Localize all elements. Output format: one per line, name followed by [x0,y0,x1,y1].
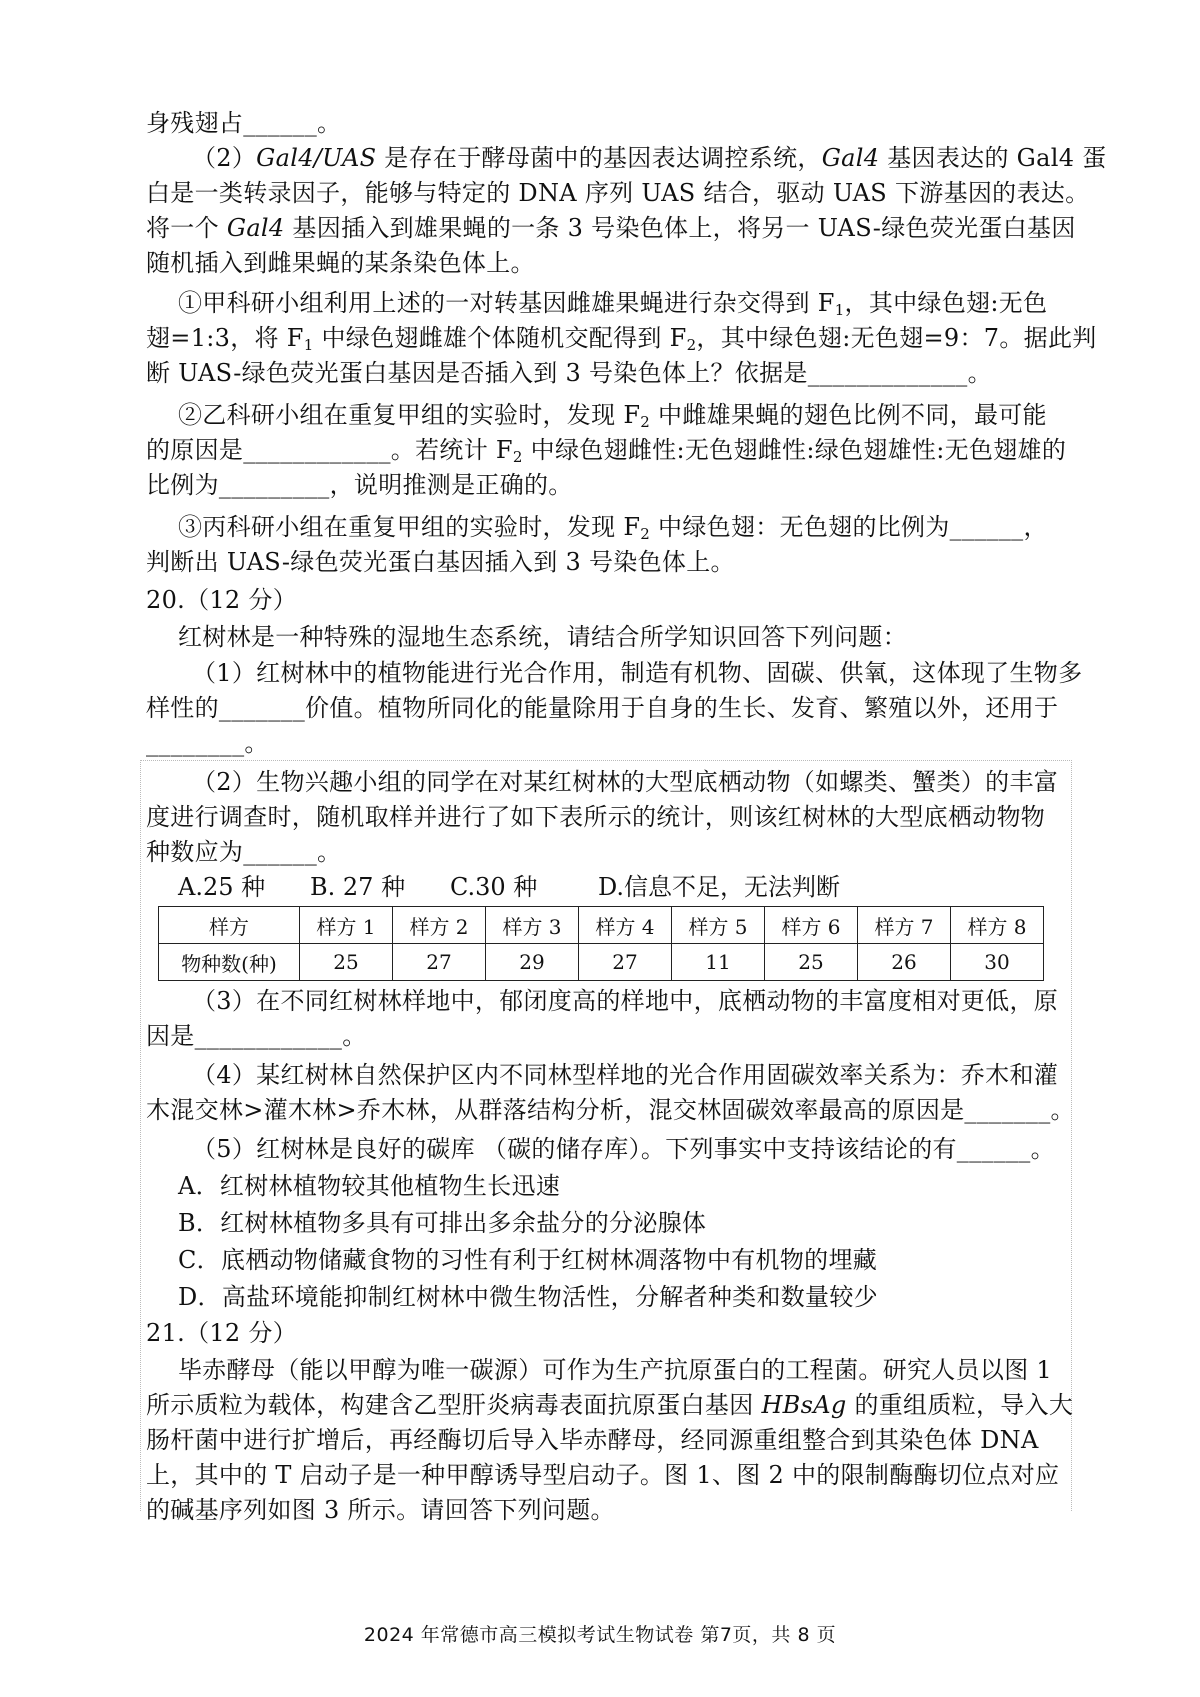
text-line: （2）Gal4/UAS 是存在于酵母菌中的基因表达调控系统，Gal4 基因表达的 Gal4 蛋 [192,144,1107,172]
question-number: 20.（12 分） [146,586,298,614]
text-line: （1）红树林中的植物能进行光合作用，制造有机物、固碳、供氧，这体现了生物多 [192,659,1083,687]
text-line: 的碱基序列如图 3 所示。请回答下列问题。 [146,1496,615,1524]
text-line: 随机插入到雌果蝇的某条染色体上。 [146,249,535,277]
table-row-label: 物种数(种) [159,944,300,981]
table-cell: 11 [672,944,765,981]
text-line: 红树林是一种特殊的湿地生态系统，请结合所学知识回答下列问题： [178,623,907,651]
text-line: 将一个 Gal4 基因插入到雄果蝇的一条 3 号染色体上，将另一 UAS-绿色荧光蛋白基因 [146,214,1076,242]
table-cell: 27 [393,944,486,981]
table-cell: 25 [300,944,393,981]
choice-c: C.30 种 [450,873,538,901]
table-row [159,907,1044,944]
text-line: 身残翅占______。 [146,109,342,137]
text-line: 的原因是____________。若统计 $F_2$ 中绿色翅雌性:无色翅雌性:绿色翅雄性:无色翅雄的 [146,436,1067,466]
table-cell: 27 [579,944,672,981]
table-cell: 29 [486,944,579,981]
option-line: A．红树林植物较其他植物生长迅速 [178,1172,561,1200]
text-line: （2）生物兴趣小组的同学在对某红树林的大型底栖动物（如螺类、蟹类）的丰富 [192,768,1059,796]
text-line: 毕赤酵母（能以甲醇为唯一碳源）可作为生产抗原蛋白的工程菌。研究人员以图 1 [178,1356,1052,1384]
text-line: 白是一类转录因子，能够与特定的 DNA 序列 UAS 结合，驱动 UAS 下游基因的表达。 [146,179,1090,207]
text-line: 翅=1:3，将 $F_1$ 中绿色翅雌雄个体随机交配得到 $F_2$，其中绿色翅:无色翅=9：7。据此判 [146,324,1097,354]
text-line: 样性的_______价值。植物所同化的能量除用于自身的生长、发育、繁殖以外，还用于 [146,694,1059,722]
text-line: （4）某红树林自然保护区内不同林型样地的光合作用固碳效率关系为：乔木和灌 [192,1061,1059,1089]
text-line: 肠杆菌中进行扩增后，再经酶切后导入毕赤酵母，经同源重组整合到其染色体 DNA [146,1426,1039,1454]
table-header-cell: 样方 1 [300,907,393,944]
text-line: 度进行调查时，随机取样并进行了如下表所示的统计，则该红树林的大型底栖动物物 [146,803,1046,831]
table-header-cell: 样方 6 [765,907,858,944]
table-header-cell: 样方 2 [393,907,486,944]
option-line: C．底栖动物储藏食物的习性有利于红树林凋落物中有机物的埋藏 [178,1246,878,1274]
page-footer: 2024 年常德市高三模拟考试生物试卷 第7页，共 8 页 [363,1624,837,1646]
text-line: 上，其中的 T 启动子是一种甲醇诱导型启动子。图 1、图 2 中的限制酶酶切位点对应 [146,1461,1060,1489]
quadrat-table [158,906,1044,981]
table-cell: 25 [765,944,858,981]
table-header-cell: 样方 8 [951,907,1044,944]
text-line: 种数应为______。 [146,838,342,866]
option-line: B．红树林植物多具有可排出多余盐分的分泌腺体 [178,1209,707,1237]
table-header-cell: 样方 7 [858,907,951,944]
table-header-cell: 样方 [159,907,300,944]
table-cell: 30 [951,944,1044,981]
text-line: 断 UAS-绿色荧光蛋白基因是否插入到 3 号染色体上？依据是_____________。 [146,359,992,387]
choice-a: A.25 种 [178,873,266,901]
question-number: 21.（12 分） [146,1319,298,1347]
text-line: 比例为_________，说明推测是正确的。 [146,471,573,499]
text-line: 判断出 UAS-绿色荧光蛋白基因插入到 3 号染色体上。 [146,548,735,576]
text-line: ________。 [146,729,269,757]
text-line: （3）在不同红树林样地中，郁闭度高的样地中，底栖动物的丰富度相对更低，原 [192,987,1059,1015]
choice-row [178,870,840,904]
text-line: （5）红树林是良好的碳库 （碳的储存库）。下列事实中支持该结论的有______。 [192,1135,1055,1163]
table-header-cell: 样方 4 [579,907,672,944]
text-line: 因是____________。 [146,1022,367,1050]
table-row [159,944,1044,981]
choice-d: D.信息不足，无法判断 [598,873,841,901]
text-line: ②乙科研小组在重复甲组的实验时，发现 $F_2$ 中雌雄果蝇的翅色比例不同，最可能 [178,401,1047,431]
table-cell: 26 [858,944,951,981]
table-header-cell: 样方 3 [486,907,579,944]
text-line: ①甲科研小组利用上述的一对转基因雌雄果蝇进行杂交得到 $F_1$，其中绿色翅:无色 [178,289,1048,319]
text-line: ③丙科研小组在重复甲组的实验时，发现 $F_2$ 中绿色翅：无色翅的比例为______， [178,513,1048,543]
choice-b: B. 27 种 [310,873,406,901]
option-line: D．高盐环境能抑制红树林中微生物活性，分解者种类和数量较少 [178,1283,878,1311]
table-header-cell: 样方 5 [672,907,765,944]
text-line: 木混交林>灌木林>乔木林，从群落结构分析，混交林固碳效率最高的原因是_______。 [146,1096,1075,1124]
text-line: 所示质粒为载体，构建含乙型肝炎病毒表面抗原蛋白基因 HBsAg 的重组质粒，导入大 [146,1391,1074,1419]
